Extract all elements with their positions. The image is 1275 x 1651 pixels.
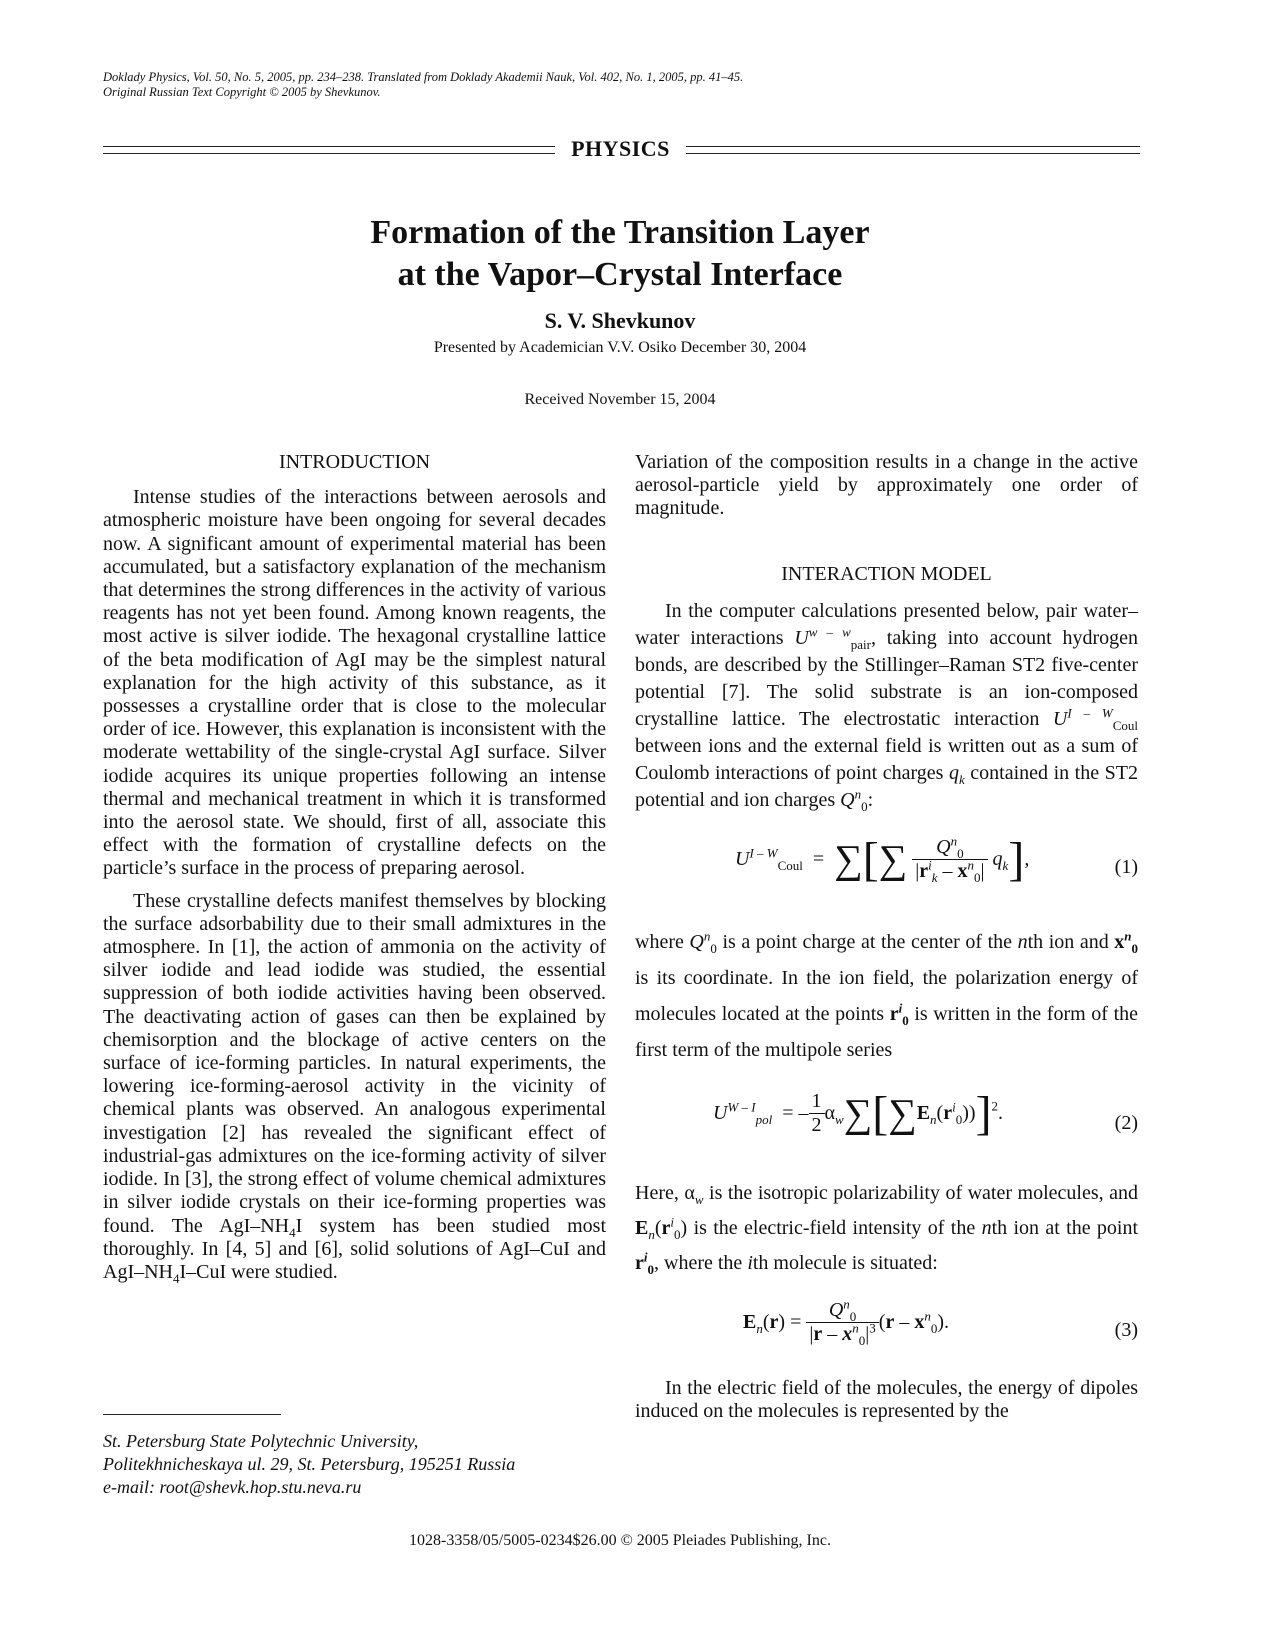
equation-3-formula: $E_n(r)$ = $\frac{Q^n_0}{|r - x^n_0|^3}$ $(r - x^n_0)$. [743, 1296, 950, 1349]
right-column [635, 451, 1138, 1423]
formula-r0i: $r^i_0$ [889, 1000, 909, 1028]
intro-paragraph-2 [103, 890, 606, 1284]
introduction-heading: INTRODUCTION [278, 451, 431, 473]
title-line-2: at the Vapor–Crystal Interface [397, 256, 843, 293]
equation-2 [635, 1082, 1138, 1166]
affiliation-email: e-mail: root@shevk.hop.stu.neva.ru [103, 1477, 362, 1497]
intro-p2-part-c: I–CuI were studied. [179, 1260, 338, 1283]
equation-1-formula: $U^{I - W}_{Coul}$ = ∑[∑ $\frac{Q^n_0}{|r^i_k - x^n_0|}$ $q_k$], [735, 832, 1030, 886]
model-p1-part-c: between ions and the external field is written out as a sum of Coulomb interactions of point charges [635, 734, 1138, 784]
model-p3-part-f: th molecule is situated: [752, 1251, 938, 1274]
model-p1-part-d: contained in the ST2 potential and ion charges [635, 761, 1139, 811]
model-paragraph-4: In the electric field of the molecules, the energy of dipoles induced on the molecules is represented by the [635, 1376, 1138, 1423]
header-citation: Doklady Physics, Vol. 50, No. 5, 2005, pp. 234–238. Translated from Doklady Akademii Nauk, Vol. 402, No. 1, 2005, pp. 41–45. [103, 70, 744, 84]
formula-en-r0i: $E_n(r^i_0)$ [635, 1214, 688, 1242]
model-p3-part-e: , where the [654, 1251, 743, 1274]
left-column [103, 451, 606, 1284]
presented-by: Presented by Academician V.V. Osiko December 30, 2004 [433, 339, 807, 356]
model-p3-part-c: is the electric-field intensity of the [693, 1216, 976, 1239]
model-p1-part-b: , taking into account hydrogen bonds, are described by the Stillinger–Raman ST2 five-center potential [7]. The solid substrate is an ion-composed crystalline lattice. The electrostatic interaction [635, 626, 1139, 730]
formula-u-coul: $U^{I - W}_{Coul}$ [1052, 705, 1138, 733]
model-p3-part-d: th ion at the point [991, 1216, 1139, 1239]
title-line-1: Formation of the Transition Layer [370, 214, 870, 251]
affiliation [103, 1430, 515, 1499]
formula-x0n: $x^n_0$ [1114, 928, 1138, 956]
model-p2-part-e: is written in the form of the first term of the multipole series [635, 1002, 1139, 1061]
equation-1 [635, 826, 1138, 910]
model-p1-part-a: In the computer calculations presented below, pair water–water interactions [635, 599, 1138, 649]
intro-paragraph-1: Intense studies of the interactions between aerosols and atmospheric moisture have been ongoing for several decades now. A significant amount of experimental material has been accumulated, but a satisfactory explanation of the mechanism that determines the strong differences in the activity of various reagents has not yet been found. Among known reagents, the most active is silver iodide. The hexagonal crystalline lattice of the beta modification of AgI may be the simplest natural explanation for the high activity of this substance, as it possesses a crystalline order that is close to the molecular order of ice. However, this explanation is inconsistent with the moderate wettability of the single-crystal AgI surface. Silver iodide acquires its unique properties following an intense thermal and mechanical treatment in which it is transformed into the aerosol state. We should, first of all, associate this effect with the formation of crystalline defects on the particle’s surface in the process of preparing aerosol. [103, 486, 606, 880]
section-rule-right [686, 146, 1140, 154]
interaction-model-heading: INTERACTION MODEL [781, 562, 992, 585]
equation-2-formula: $U^{W - I}_{pol}$ = – $\frac{1}{2}$ $\alpha_w\sum[\sum E_n(r^i_0))]^2$. [713, 1086, 1004, 1140]
model-p2-part-c: th ion and [1027, 930, 1109, 953]
continuation-paragraph: Variation of the composition results in a change in the active aerosol-particle yield by approximately one order of magnitude. [635, 451, 1138, 520]
paper-title [0, 212, 1240, 296]
formula-qk: $q_k$ [948, 761, 965, 787]
formula-u-pair: $U^{w - w}_{pair}$ [794, 624, 871, 652]
formula-q0n: $Q^n_0$ [840, 786, 868, 814]
model-p2-part-d: is its coordinate. In the ion field, the polarization energy of molecules located at the points [635, 966, 1138, 1025]
author-name: S. V. Shevkunov [544, 308, 696, 333]
intro-p2-part-a: These crystalline defects manifest themselves by blocking the surface adsorbability due to their small admixtures in the atmosphere. In [1], the action of ammonia on the activity of silver iodide and lead iodide was studied, the essential suppression of both iodide activities having been observed. The deactivating action of gases can then be explained by chemisorption and the blockage of active centers on the surface of ice-forming particles. In natural experiments, the lowering ice-forming-aerosol activity in the vicinity of chemical plants was observed. An analogous experimental investigation [2] has revealed the significant effect of industrial-gas admixtures on the ice-forming activity of silver iodide. In [3], the strong effect of volume chemical admixtures in silver iodide crystals on their ice-forming properties was found. The AgI–NH [103, 889, 606, 1237]
intro-p2-part-b: I system has been studied most thoroughly. In [4, 5] and [6], solid solutions of AgI–CuI and AgI–NH [103, 1214, 607, 1283]
equation-1-number: (1) [1114, 855, 1138, 878]
model-p3-part-a: Here, α [635, 1181, 695, 1204]
subscript-4: 4 [289, 1224, 296, 1240]
model-p3-part-b: is the isotropic polarizability of water molecules, and [709, 1181, 1138, 1204]
affiliation-line-1: St. Petersburg State Polytechnic University, [103, 1431, 419, 1451]
journal-header [103, 70, 743, 100]
formula-q0n: $Q^n_0$ [689, 928, 717, 956]
header-copyright: Original Russian Text Copyright © 2005 by Shevkunov. [103, 85, 381, 99]
page-footer: 1028-3358/05/5005-0234$26.00 © 2005 Pleiades Publishing, Inc. [409, 1532, 831, 1549]
section-bar [103, 136, 1140, 164]
model-p2-part-a: where [635, 930, 684, 953]
equation-2-number: (2) [1114, 1111, 1138, 1134]
equation-3-number: (3) [1114, 1318, 1138, 1341]
model-p2-part-b: is a point charge at the center of the [722, 930, 1013, 953]
section-rule-left [103, 146, 555, 154]
affiliation-line-2: Politekhnicheskaya ul. 29, St. Petersburg, 195251 Russia [103, 1454, 516, 1474]
footnote-rule [103, 1414, 281, 1415]
model-paragraph-1: In the computer calculations presented below, pair water–water interactions $U^{w - w}_{pair}$, taking into account hydrogen bonds, are described by the Stillinger–Raman ST2 five-center potential [7]. The solid substrate is an ion-composed crystalline lattice. The electrostatic interaction $U^{I - W}_{Coul}$ between ions and the external field is written out as a sum of Coulomb interactions of point charges $q_k$ contained in the ST2 potential and ion charges $Q^n_0$: [635, 599, 1139, 814]
model-paragraph-3: Here, $\alpha_w$ is the isotropic polarizability of water molecules, and $E_n(r^i_0)$ is the electric-field intensity of the nth ion at the point $r^i_0$, where the ith molecule is situated: [635, 1181, 1139, 1277]
section-label: PHYSICS [571, 136, 670, 161]
equation-3 [635, 1293, 1138, 1369]
model-paragraph-2: where $Q^n_0$ is a point charge at the center of the nth ion and $x^n_0$ is its coordinate. In the ion field, the polarization energy of molecules located at the points $r^i_0$ is written in the form of the first term of the multipole series [635, 928, 1139, 1061]
received-date: Received November 15, 2004 [524, 391, 716, 408]
subscript-4: 4 [173, 1270, 180, 1286]
